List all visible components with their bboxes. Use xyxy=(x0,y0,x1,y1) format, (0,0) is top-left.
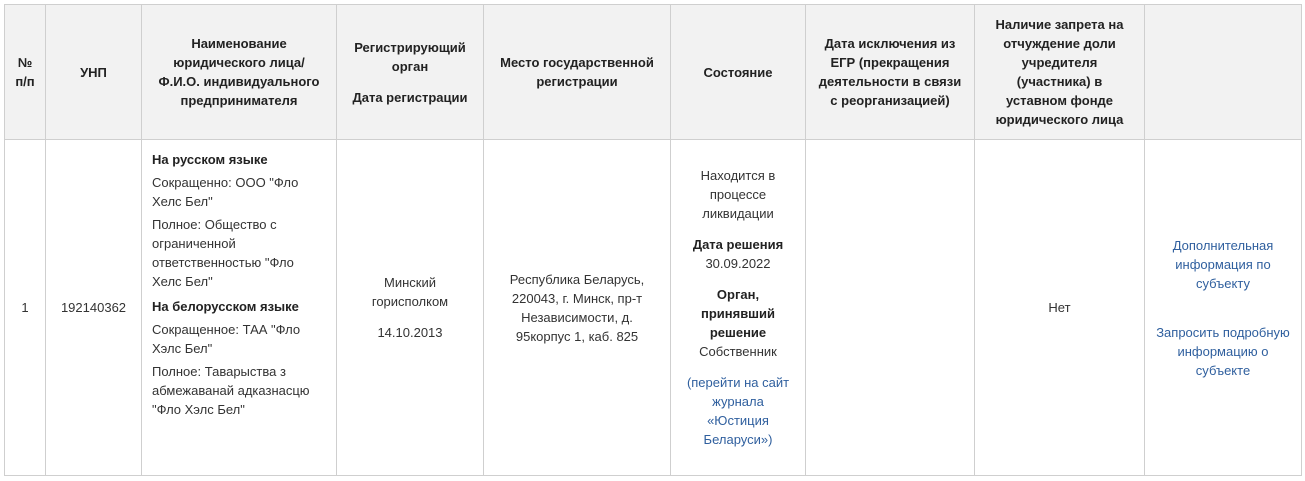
name-by-full: Полное: Таварыства з абмежаванай адказнасцю "Фло Хэлс Бел" xyxy=(152,364,310,417)
more-info-link[interactable]: Дополнительная информация по субъекту xyxy=(1172,237,1274,291)
name-ru-full: Полное: Общество с ограниченной ответственностью "Фло Хелс Бел" xyxy=(152,217,294,289)
header-place: Место государственной регистрации xyxy=(484,5,671,140)
justice-journal-link[interactable]: (перейти на сайт журнала «Юстиция Беларуси») xyxy=(686,375,790,447)
decision-body: Собственник xyxy=(699,344,777,359)
header-actions xyxy=(1145,5,1302,140)
cell-name xyxy=(142,140,337,476)
decision-date: 30.09.2022 xyxy=(705,256,771,271)
header-row xyxy=(5,5,1302,140)
cell-actions xyxy=(1145,140,1302,476)
registration-date: 14.10.2013 xyxy=(377,325,443,340)
header-reg-date-label: Дата регистрации xyxy=(352,89,468,105)
cell-state xyxy=(671,140,806,476)
header-exclusion: Дата исключения из ЕГР (прекращения деятельности в связи с реорганизацией) xyxy=(806,5,975,140)
header-authority-label: Регистрирующий орган xyxy=(354,39,466,74)
header-name: Наименование юридического лица/ Ф.И.О. индивидуального предпринимателя xyxy=(142,5,337,140)
cell-exclusion xyxy=(806,140,975,476)
header-num: № п/п xyxy=(5,5,46,140)
header-authority xyxy=(337,5,484,140)
authority-name: Минский горисполком xyxy=(371,275,449,309)
name-ru-heading: На русском языке xyxy=(152,152,268,167)
decision-date-label: Дата решения xyxy=(692,237,784,252)
egr-results-table xyxy=(4,4,1302,476)
cell-num: 1 xyxy=(5,140,46,476)
state-status: Находится в процессе ликвидации xyxy=(700,168,776,221)
table-row xyxy=(5,140,1302,476)
cell-place: Республика Беларусь, 220043, г. Минск, пр-т Независимости, д. 95корпус 1, каб. 825 xyxy=(484,140,671,476)
header-unp: УНП xyxy=(46,5,142,140)
name-ru-short: Сокращенно: ООО "Фло Хелс Бел" xyxy=(152,175,299,209)
request-info-link[interactable]: Запросить подробную информацию о субъекте xyxy=(1156,324,1290,378)
header-state: Состояние xyxy=(671,5,806,140)
links-spacer xyxy=(1155,293,1291,323)
cell-authority xyxy=(337,140,484,476)
header-ban: Наличие запрета на отчуждение доли учредителя (участника) в уставном фонде юридического лица xyxy=(975,5,1145,140)
name-by-short: Сокращенное: ТАА "Фло Хэлс Бел" xyxy=(152,322,301,356)
cell-ban: Нет xyxy=(975,140,1145,476)
decision-body-label: Орган, принявший решение xyxy=(700,287,776,340)
table-body xyxy=(5,140,1302,476)
cell-unp: 192140362 xyxy=(46,140,142,476)
table-header xyxy=(5,5,1302,140)
name-by-heading: На белорусском языке xyxy=(152,299,299,314)
